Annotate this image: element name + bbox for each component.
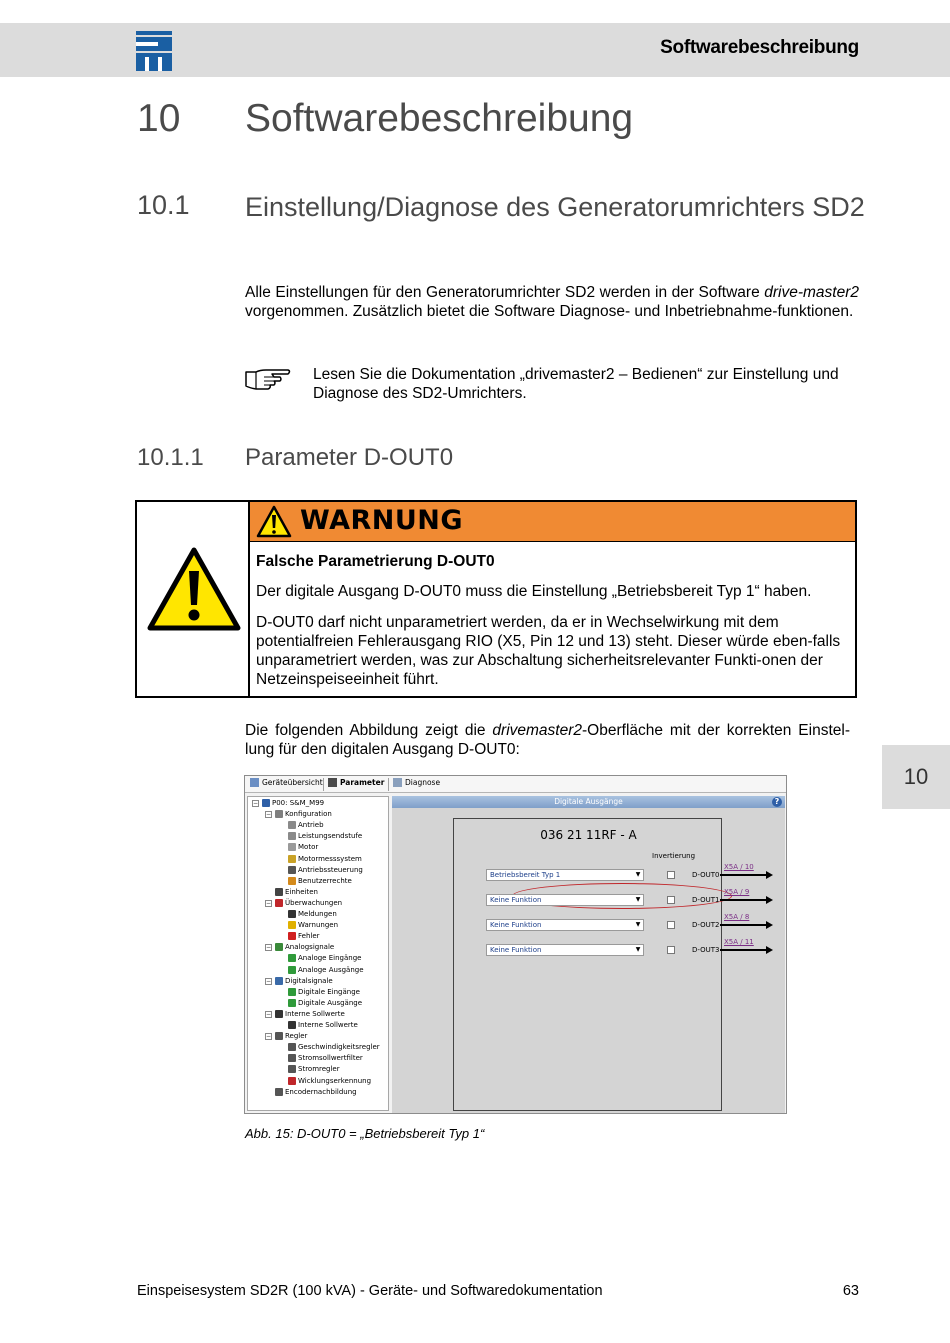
dropdown-arrow-icon[interactable]: ▼	[635, 946, 641, 953]
tree-item-label: Digitale Ausgänge	[298, 998, 363, 1007]
setpoint-icon	[288, 1021, 296, 1029]
warning-icon	[288, 921, 296, 929]
inversion-label: Invertierung	[652, 852, 696, 860]
output-name: D-OUT3	[692, 946, 720, 954]
tree-item-label: Regler	[285, 1032, 308, 1041]
tree-item[interactable]	[288, 876, 352, 886]
tree-item[interactable]	[288, 820, 324, 830]
subsection-title: Parameter D-OUT0	[245, 444, 454, 471]
tree-item[interactable]	[288, 842, 318, 852]
tree-item-label: Digitalsignale	[285, 976, 333, 985]
tree-item-label: P00: S&M_M99	[272, 799, 325, 807]
tree-item-label: Antrieb	[298, 821, 324, 830]
tree-item-label: Benutzerrechte	[298, 876, 352, 885]
tree-item[interactable]	[262, 798, 324, 808]
intro-paragraph	[245, 283, 859, 321]
pointing-hand-icon	[244, 366, 292, 392]
running-header: Softwarebeschreibung	[660, 37, 859, 58]
output-function-select[interactable]	[486, 944, 644, 956]
warning-body	[256, 552, 846, 701]
error-icon	[288, 932, 296, 940]
tree-item[interactable]	[288, 1053, 363, 1063]
tree-item[interactable]	[275, 1087, 357, 1097]
select-value: Keine Funktion	[490, 896, 542, 904]
inversion-checkbox[interactable]	[667, 871, 675, 879]
analog-icon	[275, 943, 283, 951]
tree-expander[interactable]: −	[266, 1010, 272, 1018]
tree-item-label: Stromregler	[298, 1065, 340, 1074]
terminal-link[interactable]: X5A / 8	[724, 913, 750, 921]
section-title: Einstellung/Diagnose des Generatorumrichters SD2	[245, 192, 865, 222]
select-value: Keine Funktion	[490, 921, 542, 929]
intro-text-2: vorgenommen. Zusätzlich bietet die Software Diagnose- und Inbetriebnahme-funktionen.	[245, 303, 854, 320]
tab-label: Parameter	[340, 778, 385, 787]
company-logo	[136, 31, 172, 71]
monitoring-icon	[275, 899, 283, 907]
tree-item[interactable]	[288, 998, 362, 1008]
digital-outputs-panel	[392, 796, 785, 1113]
digital-icon	[275, 977, 283, 985]
tree-item-label: Antriebssteuerung	[298, 865, 363, 874]
device-icon	[262, 799, 270, 807]
winding-icon	[288, 1077, 296, 1085]
tree-item-label: Stromsollwertfilter	[298, 1054, 363, 1063]
tree-item[interactable]	[288, 987, 360, 997]
controller-icon	[275, 1032, 283, 1040]
warning-header	[250, 502, 855, 542]
setpoint-icon	[275, 1010, 283, 1018]
encoder-icon	[275, 1088, 283, 1096]
chapter-side-tab	[882, 745, 950, 809]
dropdown-arrow-icon[interactable]: ▼	[635, 871, 641, 878]
warning-triangle-icon	[256, 505, 292, 538]
tree-item[interactable]	[288, 931, 320, 941]
tree-item-label: Fehler	[298, 932, 320, 941]
chapter-side-tab-number: 10	[903, 764, 929, 789]
measure-icon	[288, 855, 296, 863]
tree-item[interactable]	[288, 909, 337, 919]
tree-item[interactable]	[275, 1009, 345, 1019]
dropdown-arrow-icon[interactable]: ▼	[635, 921, 641, 928]
tree-item-label: Geschwindigkeitsregler	[298, 1043, 380, 1052]
inversion-checkbox[interactable]	[667, 946, 675, 954]
figure-intro-software-name: drivemaster2	[492, 722, 583, 739]
tree-item-label: Digitale Eingänge	[298, 987, 360, 996]
tree-item-label: Leistungsendstufe	[298, 832, 363, 841]
panel-header	[392, 796, 785, 808]
tree-item[interactable]	[275, 898, 342, 908]
tree-item[interactable]	[288, 831, 362, 841]
output-function-select[interactable]	[486, 894, 644, 906]
tab-label: Diagnose	[405, 778, 441, 787]
drive-control-icon	[288, 866, 296, 874]
tree-item-label: Überwachungen	[285, 898, 343, 907]
tree-item-label: Analogsignale	[285, 943, 335, 952]
config-icon	[275, 810, 283, 818]
warning-title: Falsche Parametrierung D-OUT0	[256, 553, 495, 570]
chapter-number: 10	[137, 97, 181, 140]
intro-text-1: Alle Einstellungen für den Generatorumrichter SD2 werden in der Software	[245, 284, 765, 301]
arrow-head-icon	[766, 921, 773, 929]
tab-separator	[323, 778, 324, 791]
tab-parameter[interactable]	[328, 778, 384, 787]
output-wire	[720, 899, 770, 901]
warning-box	[135, 500, 857, 698]
section-number: 10.1	[137, 190, 190, 220]
parameter-tree	[247, 796, 389, 1111]
power-stage-icon	[288, 832, 296, 840]
units-icon	[275, 888, 283, 896]
tree-item-label: Einheiten	[285, 887, 318, 896]
drive-icon	[288, 821, 296, 829]
tree-item-label: Analoge Eingänge	[298, 954, 362, 963]
panel-title: Digitale Ausgänge	[554, 797, 623, 806]
page-number: 63	[842, 1283, 859, 1299]
footer-text: Einspeisesystem SD2R (100 kVA) - Geräte- und Softwaredokumentation	[137, 1283, 603, 1299]
tree-item[interactable]	[288, 865, 363, 875]
terminal-link[interactable]: X5A / 10	[724, 863, 754, 871]
message-icon	[288, 910, 296, 918]
tree-item[interactable]	[288, 854, 362, 864]
terminal-link[interactable]: X5A / 9	[724, 888, 750, 896]
analog-out-icon	[288, 966, 296, 974]
tree-expander[interactable]: −	[253, 800, 259, 807]
output-wire	[720, 924, 770, 926]
tree-item[interactable]	[275, 1031, 307, 1041]
device-title: 036 21 11RF - A	[540, 828, 637, 842]
tree-item-label: Motor	[298, 843, 319, 852]
parameter-icon	[328, 778, 337, 787]
chapter-title: Softwarebeschreibung	[245, 97, 634, 140]
tab-diagnose[interactable]	[393, 778, 440, 787]
warning-symbol-cell	[137, 502, 250, 696]
tree-item[interactable]	[288, 1020, 358, 1030]
device-overview-icon	[250, 778, 259, 787]
current-controller-icon	[288, 1065, 296, 1073]
figure-intro-text-1: Die folgenden Abbildung zeigt die	[245, 722, 493, 739]
tree-item-label: Analoge Ausgänge	[298, 965, 364, 974]
tree-item[interactable]	[275, 976, 333, 986]
digital-in-icon	[288, 988, 296, 996]
figure-intro-text-2: -Oberfläche mit der korrekten Einstel-lung für den digitalen Ausgang D-OUT0:	[245, 722, 850, 758]
select-value: Betriebsbereit Typ 1	[490, 871, 561, 879]
tree-item-label: Interne Sollwerte	[298, 1021, 358, 1029]
dropdown-arrow-icon[interactable]: ▼	[635, 896, 641, 903]
tree-expander[interactable]: −	[266, 977, 272, 985]
tree-item-label: Warnungen	[298, 921, 339, 930]
motor-icon	[288, 843, 296, 851]
output-wire	[720, 874, 770, 876]
output-function-select[interactable]	[486, 919, 644, 931]
tree-item[interactable]	[275, 887, 318, 897]
subsection-number: 10.1.1	[137, 444, 204, 471]
inversion-checkbox[interactable]	[667, 921, 675, 929]
output-function-select[interactable]	[486, 869, 644, 881]
tree-expander[interactable]: −	[266, 899, 272, 907]
speed-controller-icon	[288, 1043, 296, 1051]
digital-out-icon	[288, 999, 296, 1007]
terminal-link[interactable]: X5A / 11	[724, 938, 754, 946]
arrow-head-icon	[766, 946, 773, 954]
tree-item-label: Interne Sollwerte	[285, 1009, 345, 1018]
output-name: D-OUT2	[692, 921, 720, 929]
user-rights-icon	[288, 877, 296, 885]
filter-icon	[288, 1054, 296, 1062]
tab-separator	[388, 778, 389, 791]
tree-item[interactable]	[288, 1076, 371, 1086]
warning-triangle-icon	[147, 547, 241, 631]
select-value: Keine Funktion	[490, 946, 542, 954]
output-wire	[720, 949, 770, 951]
note-text: Lesen Sie die Dokumentation „drivemaster2 – Bedienen“ zur Einstellung und Diagnose des SD2-Umrichters.	[313, 366, 839, 402]
drivemaster2-screenshot	[244, 775, 787, 1114]
tab-device-overview[interactable]	[250, 778, 323, 787]
tree-item-label: Encodernachbildung	[285, 1087, 357, 1096]
warning-heading: WARNUNG	[300, 505, 464, 536]
diagnose-icon	[393, 778, 402, 787]
device-box	[453, 818, 722, 1111]
tree-expander[interactable]: −	[266, 1033, 272, 1041]
tree-item[interactable]	[275, 942, 334, 952]
tab-label: Geräteübersicht	[262, 778, 323, 787]
help-icon[interactable]: ?	[772, 797, 782, 807]
analog-in-icon	[288, 954, 296, 962]
output-name: D-OUT1	[692, 896, 720, 904]
tree-item[interactable]	[288, 965, 364, 975]
intro-software-name: drive-master2	[764, 284, 859, 301]
arrow-head-icon	[766, 871, 773, 879]
arrow-head-icon	[766, 896, 773, 904]
tree-item[interactable]	[288, 953, 361, 963]
tree-expander[interactable]: −	[266, 944, 272, 952]
warning-paragraph-2: D-OUT0 darf nicht unparametriert werden, da er in Wechselwirkung mit dem potentialfreien Fehlerausgang RIO (X5, Pin 12 und 13) steht. Dieser würde eben-falls unparametriert werden, was zur Abschaltung sicherheitsrelevanter Funkti-onen der Netzeinspeiseeinheit führt.	[256, 614, 841, 688]
tree-item[interactable]	[288, 1064, 340, 1074]
figure-caption: Abb. 15: D-OUT0 = „Betriebsbereit Typ 1“	[245, 1126, 485, 1141]
tree-item[interactable]	[288, 1042, 380, 1052]
output-name: D-OUT0	[692, 871, 720, 879]
inversion-checkbox[interactable]	[667, 896, 675, 904]
tree-item-label: Meldungen	[298, 910, 337, 918]
figure-intro-paragraph	[245, 721, 850, 759]
tree-item-label: Konfiguration	[285, 810, 332, 819]
tree-item-label: Wicklungserkennung	[298, 1076, 372, 1085]
tab-bar	[245, 776, 786, 793]
tree-item[interactable]	[275, 809, 332, 819]
tree-item-label: Motormesssystem	[298, 854, 362, 863]
tree-item[interactable]	[288, 920, 338, 930]
tree-expander[interactable]: −	[266, 811, 272, 819]
warning-paragraph-1: Der digitale Ausgang D-OUT0 muss die Einstellung „Betriebsbereit Typ 1“ haben.	[256, 583, 812, 600]
